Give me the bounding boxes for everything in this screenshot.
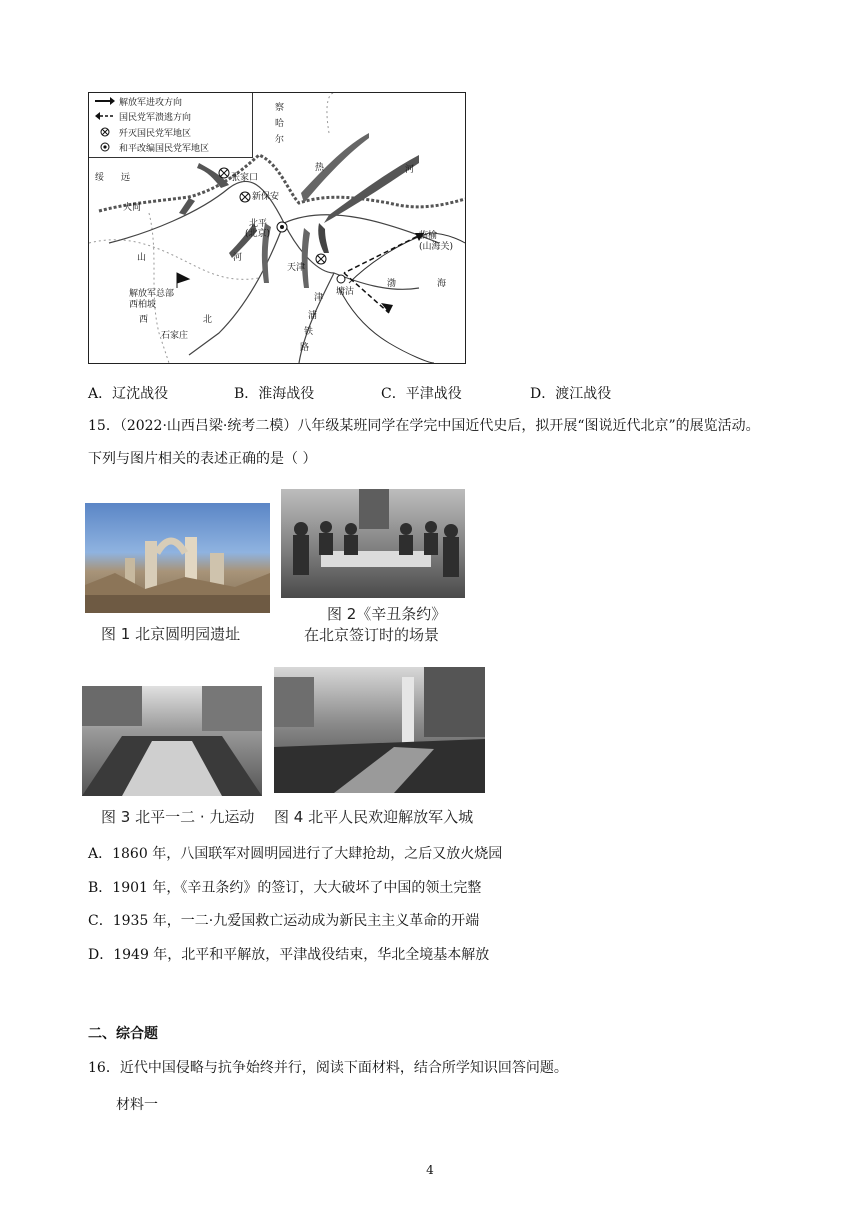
signing-drawing	[281, 489, 465, 598]
map-label: 尔	[275, 135, 285, 145]
map-label: 解放军总部	[129, 289, 175, 299]
map-label: 铁	[304, 327, 314, 337]
map-legend	[89, 93, 253, 158]
arrow-right-icon	[95, 97, 115, 109]
map-label: 西	[139, 315, 149, 325]
map-label: 山	[137, 253, 147, 263]
legend-item	[95, 127, 191, 141]
q14-option-c: C．平津战役	[381, 386, 462, 402]
q15-option-c: C．1935 年，一二·九爱国救亡运动成为新民主主义革命的开端	[88, 913, 480, 929]
legend-label: 歼灭国民党军地区	[119, 128, 192, 139]
december-ninth-movement-photo	[82, 686, 262, 796]
q14-option-b: B．淮海战役	[234, 386, 315, 402]
map-label: 塘沽	[336, 287, 355, 297]
legend-label: 国民党军溃逃方向	[119, 112, 192, 123]
map-label: 大同	[123, 203, 142, 213]
battle-map	[88, 92, 466, 364]
legend-label: 解放军进攻方向	[119, 97, 183, 108]
map-label: 察	[275, 103, 285, 113]
map-label: 天津	[287, 263, 306, 273]
fig2-caption-line2: 在北京签订时的场景	[304, 626, 440, 644]
cross-circle-icon	[95, 127, 115, 141]
ruins-drawing	[85, 503, 270, 613]
q15-option-b: B．1901 年，《辛丑条约》的签订，大大破坏了中国的领土完整	[88, 880, 482, 896]
map-label: 热	[315, 163, 325, 173]
map-label: (山海关)	[419, 242, 454, 252]
fig3-caption: 图 3 北平一二 · 九运动	[101, 808, 255, 826]
q16-stem: 16．近代中国侵略与抗争始终并行，阅读下面材料，结合所学知识回答问题。	[88, 1060, 568, 1076]
map-label: 海	[437, 279, 447, 289]
map-label: 石家庄	[161, 331, 189, 341]
legend-item	[95, 142, 209, 156]
q14-option-d: D．渡江战役	[530, 386, 612, 402]
material-label: 材料一	[116, 1097, 158, 1113]
q15-stem-line2: 下列与图片相关的表述正确的是（ ）	[88, 451, 317, 467]
section-heading: 二、综合题	[88, 1026, 158, 1042]
q15-stem-line1: 15．（2022·山西吕梁·统考二模）八年级某班同学在学完中国近代史后，拟开展“图说近代北京”的展览活动。	[88, 418, 760, 434]
map-label: 渤	[387, 279, 397, 289]
q14-option-a: A．辽沈战役	[88, 386, 169, 402]
map-label: 张家口	[231, 173, 259, 183]
legend-item	[95, 97, 182, 109]
q15-option-a: A．1860 年，八国联军对圆明园进行了大肆抢劫，之后又放火烧园	[88, 846, 503, 862]
map-label: 远	[121, 173, 131, 183]
map-label: 河	[405, 165, 415, 175]
map-label: 临榆	[419, 231, 438, 241]
fig4-caption: 图 4 北平人民欢迎解放军入城	[274, 808, 474, 826]
map-label: 津	[314, 293, 324, 303]
map-label: 北平	[249, 219, 268, 229]
map-label: 哈	[275, 119, 285, 129]
legend-label: 和平改编国民党军地区	[119, 143, 210, 154]
fig1-caption: 图 1 北京圆明园遗址	[101, 625, 241, 643]
map-label: 绥	[95, 173, 105, 183]
map-label: 浦	[308, 311, 318, 321]
legend-item	[95, 112, 191, 124]
welcoming-pla-photo	[274, 667, 485, 793]
fig2-caption-line1: 图 2《辛丑条约》	[327, 605, 447, 623]
map-label: (北京)	[245, 229, 271, 239]
map-label: 路	[300, 343, 310, 353]
yuanmingyuan-ruins-photo	[85, 503, 270, 613]
map-label: 新保安	[252, 192, 280, 202]
q15-option-d: D．1949 年，北平和平解放，平津战役结束，华北全境基本解放	[88, 947, 490, 963]
crowd-drawing	[82, 686, 262, 796]
map-label: 河	[233, 253, 243, 263]
map-label: 北	[203, 315, 213, 325]
double-circle-icon	[95, 142, 115, 156]
map-label: 西柏坡	[129, 300, 157, 310]
parade-drawing	[274, 667, 485, 793]
treaty-signing-photo	[281, 489, 465, 598]
arrow-dashed-left-icon	[95, 112, 115, 124]
page-number: 4	[426, 1163, 434, 1177]
